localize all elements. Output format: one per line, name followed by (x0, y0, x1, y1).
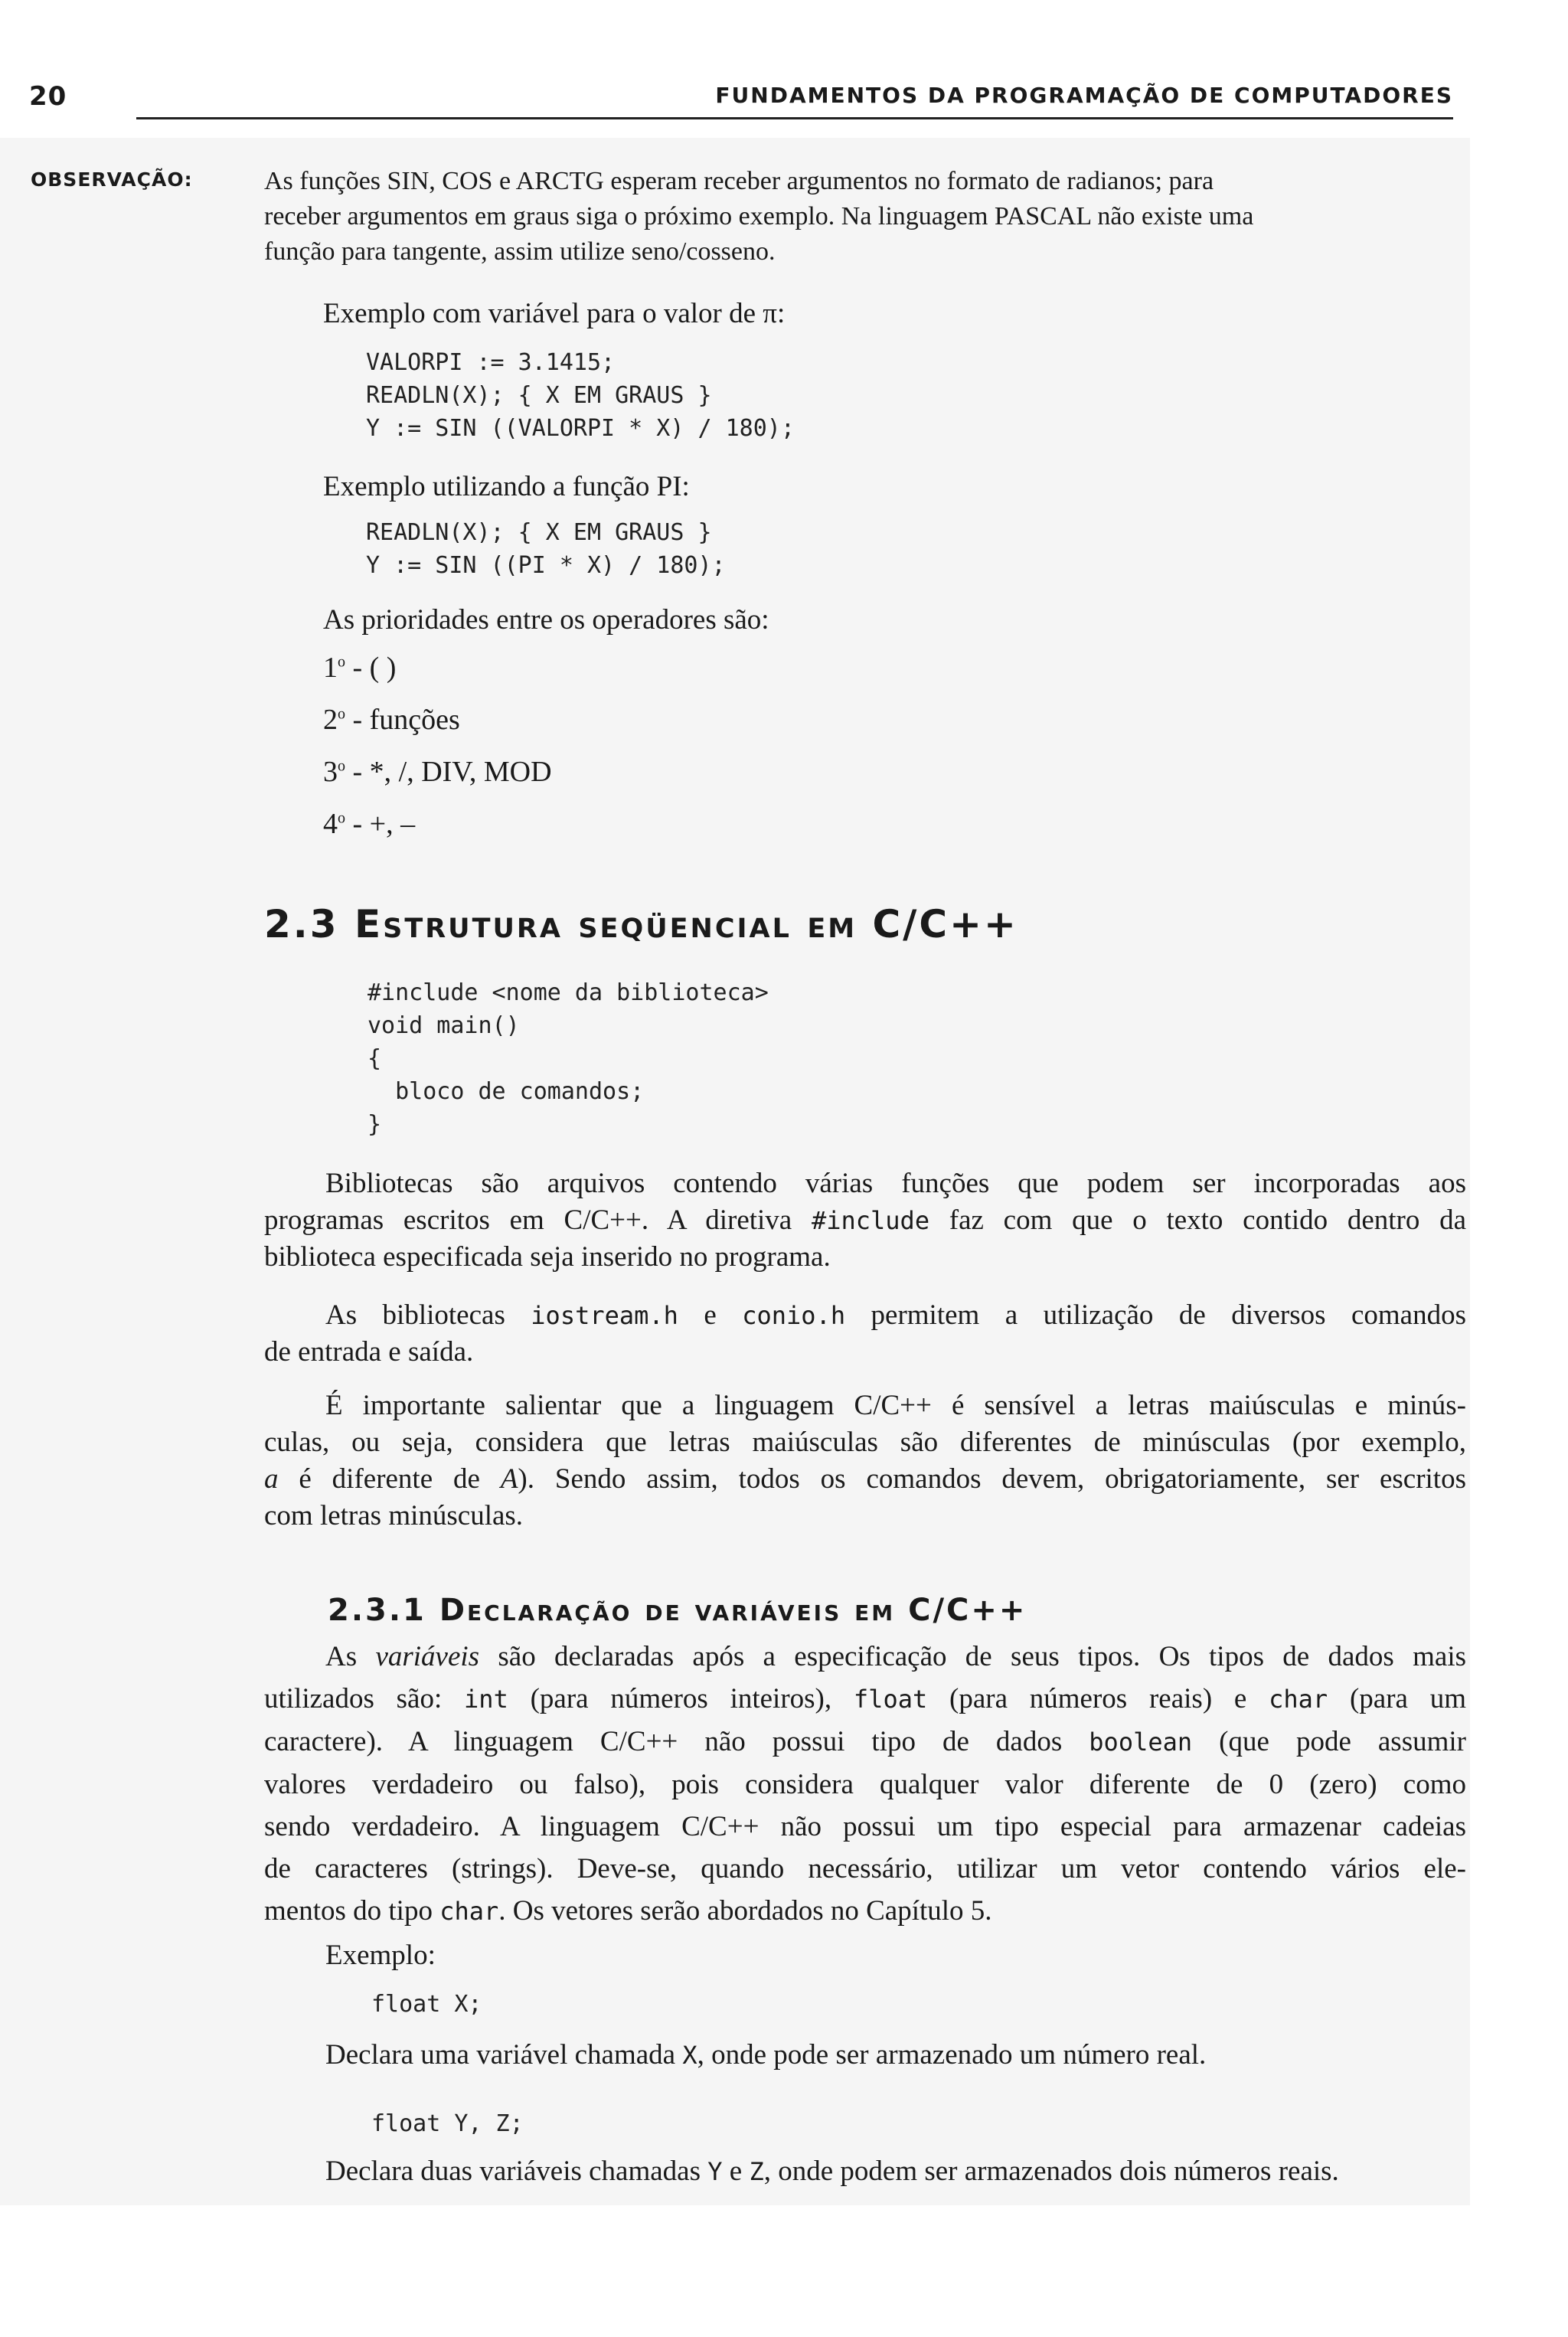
example-desc-float-yz: Declara duas variáveis chamadas Y e Z, onde podem ser armazenados dois números reais. (325, 2156, 1339, 2187)
paragraph-line: de entrada e saída. (264, 1336, 474, 1368)
code-line: READLN(X); { X EM GRAUS } (366, 519, 712, 546)
example-pi-function-title: Exemplo utilizando a função PI: (323, 471, 690, 502)
c-structure-code (368, 976, 769, 1141)
code-line: { (368, 1045, 382, 1072)
paragraph-variables (264, 1636, 1466, 1933)
example-pi-function-code (366, 516, 726, 582)
priority-item: 2$^o$ - funções (323, 704, 460, 736)
observation-label: OBSERVAÇÃO: (31, 168, 193, 191)
paragraph-line: caractere). A linguagem C/C++ não possui tipo de dados boolean (que pode assumir (264, 1726, 1466, 1757)
paragraph-line: culas, ou seja, considera que letras maiúsculas são diferentes de minúsculas (por exemplo, (264, 1427, 1466, 1458)
paragraph-line: biblioteca especificada seja inserido no programa. (264, 1241, 831, 1273)
priority-item: 1$^o$ - ( ) (323, 652, 397, 684)
section-heading: 2.3 Estrutura seqüencial em C/C++ (264, 902, 1018, 946)
running-header: FUNDAMENTOS DA PROGRAMAÇÃO DE COMPUTADORES (715, 83, 1453, 108)
header-rule (136, 117, 1453, 119)
paragraph-line: programas escritos em C/C++. A diretiva #include faz com que o texto contido dentro da (264, 1204, 1467, 1236)
observation-line: função para tangente, assim utilize seno/cosseno. (264, 237, 776, 266)
paragraph-includes (264, 1297, 1466, 1371)
paragraph-libraries (264, 1165, 1466, 1276)
priority-item: 3$^o$ - *, /, DIV, MOD (323, 756, 552, 788)
example-code-float-x: float X; (371, 1991, 482, 2018)
subsection-heading: 2.3.1 Declaração de variáveis em C/C++ (328, 1593, 1027, 1628)
observation-line: As funções SIN, COS e ARCTG esperam receber argumentos no formato de radianos; para (264, 167, 1214, 195)
code-line: Y := SIN ((VALORPI * X) / 180); (366, 415, 795, 442)
paragraph-line: com letras minúsculas. (264, 1500, 524, 1531)
priorities-title: As prioridades entre os operadores são: (323, 604, 769, 636)
paragraph-line: valores verdadeiro ou falso), pois considera qualquer valor diferente de 0 (zero) como (264, 1769, 1466, 1800)
code-line: READLN(X); { X EM GRAUS } (366, 382, 712, 409)
code-line: } (368, 1111, 382, 1138)
code-line: VALORPI := 3.1415; (366, 349, 616, 376)
code-line: bloco de comandos; (368, 1078, 645, 1105)
paragraph-line: Bibliotecas são arquivos contendo várias funções que podem ser incorporadas aos (325, 1168, 1466, 1199)
page-number: 20 (29, 81, 67, 112)
paragraph-line: As variáveis são declaradas após a especificação de seus tipos. Os tipos de dados mais (325, 1641, 1467, 1672)
code-line: Y := SIN ((PI * X) / 180); (366, 552, 726, 579)
paragraph-line: de caracteres (strings). Deve-se, quando necessário, utilizar um vetor contendo vários ele- (264, 1853, 1466, 1884)
observation-text (264, 164, 1409, 270)
paragraph-line: sendo verdadeiro. A linguagem C/C++ não possui um tipo especial para armazenar cadeias (264, 1811, 1466, 1842)
example-desc-float-x: Declara uma variável chamada X, onde pode ser armazenado um número real. (325, 2039, 1207, 2071)
example-label: Exemplo: (325, 1940, 436, 1971)
example-code-float-yz: float Y, Z; (371, 2110, 524, 2137)
observation-line: receber argumentos em graus siga o próximo exemplo. Na linguagem PASCAL não existe uma (264, 202, 1254, 230)
paragraph-line: utilizados são: int (para números inteiros), float (para números reais) e char (para um (264, 1683, 1467, 1714)
paragraph-line: As bibliotecas iostream.h e conio.h permitem a utilização de diversos comandos (325, 1299, 1466, 1331)
priority-item: 4$^o$ - +, – (323, 808, 416, 840)
code-line: void main() (368, 1012, 520, 1039)
paragraph-line: É importante salientar que a linguagem C/C++ é sensível a letras maiúsculas e minús- (325, 1390, 1466, 1421)
example-pi-title: Exemplo com variável para o valor de π: (323, 298, 786, 329)
code-line: #include <nome da biblioteca> (368, 979, 769, 1006)
paragraph-line: mentos do tipo char. Os vetores serão abordados no Capítulo 5. (264, 1895, 992, 1927)
paragraph-case-sensitivity (264, 1387, 1466, 1535)
example-pi-code (366, 346, 795, 445)
paragraph-line: a é diferente de A). Sendo assim, todos os comandos devem, obrigatoriamente, ser escritos (264, 1463, 1466, 1495)
